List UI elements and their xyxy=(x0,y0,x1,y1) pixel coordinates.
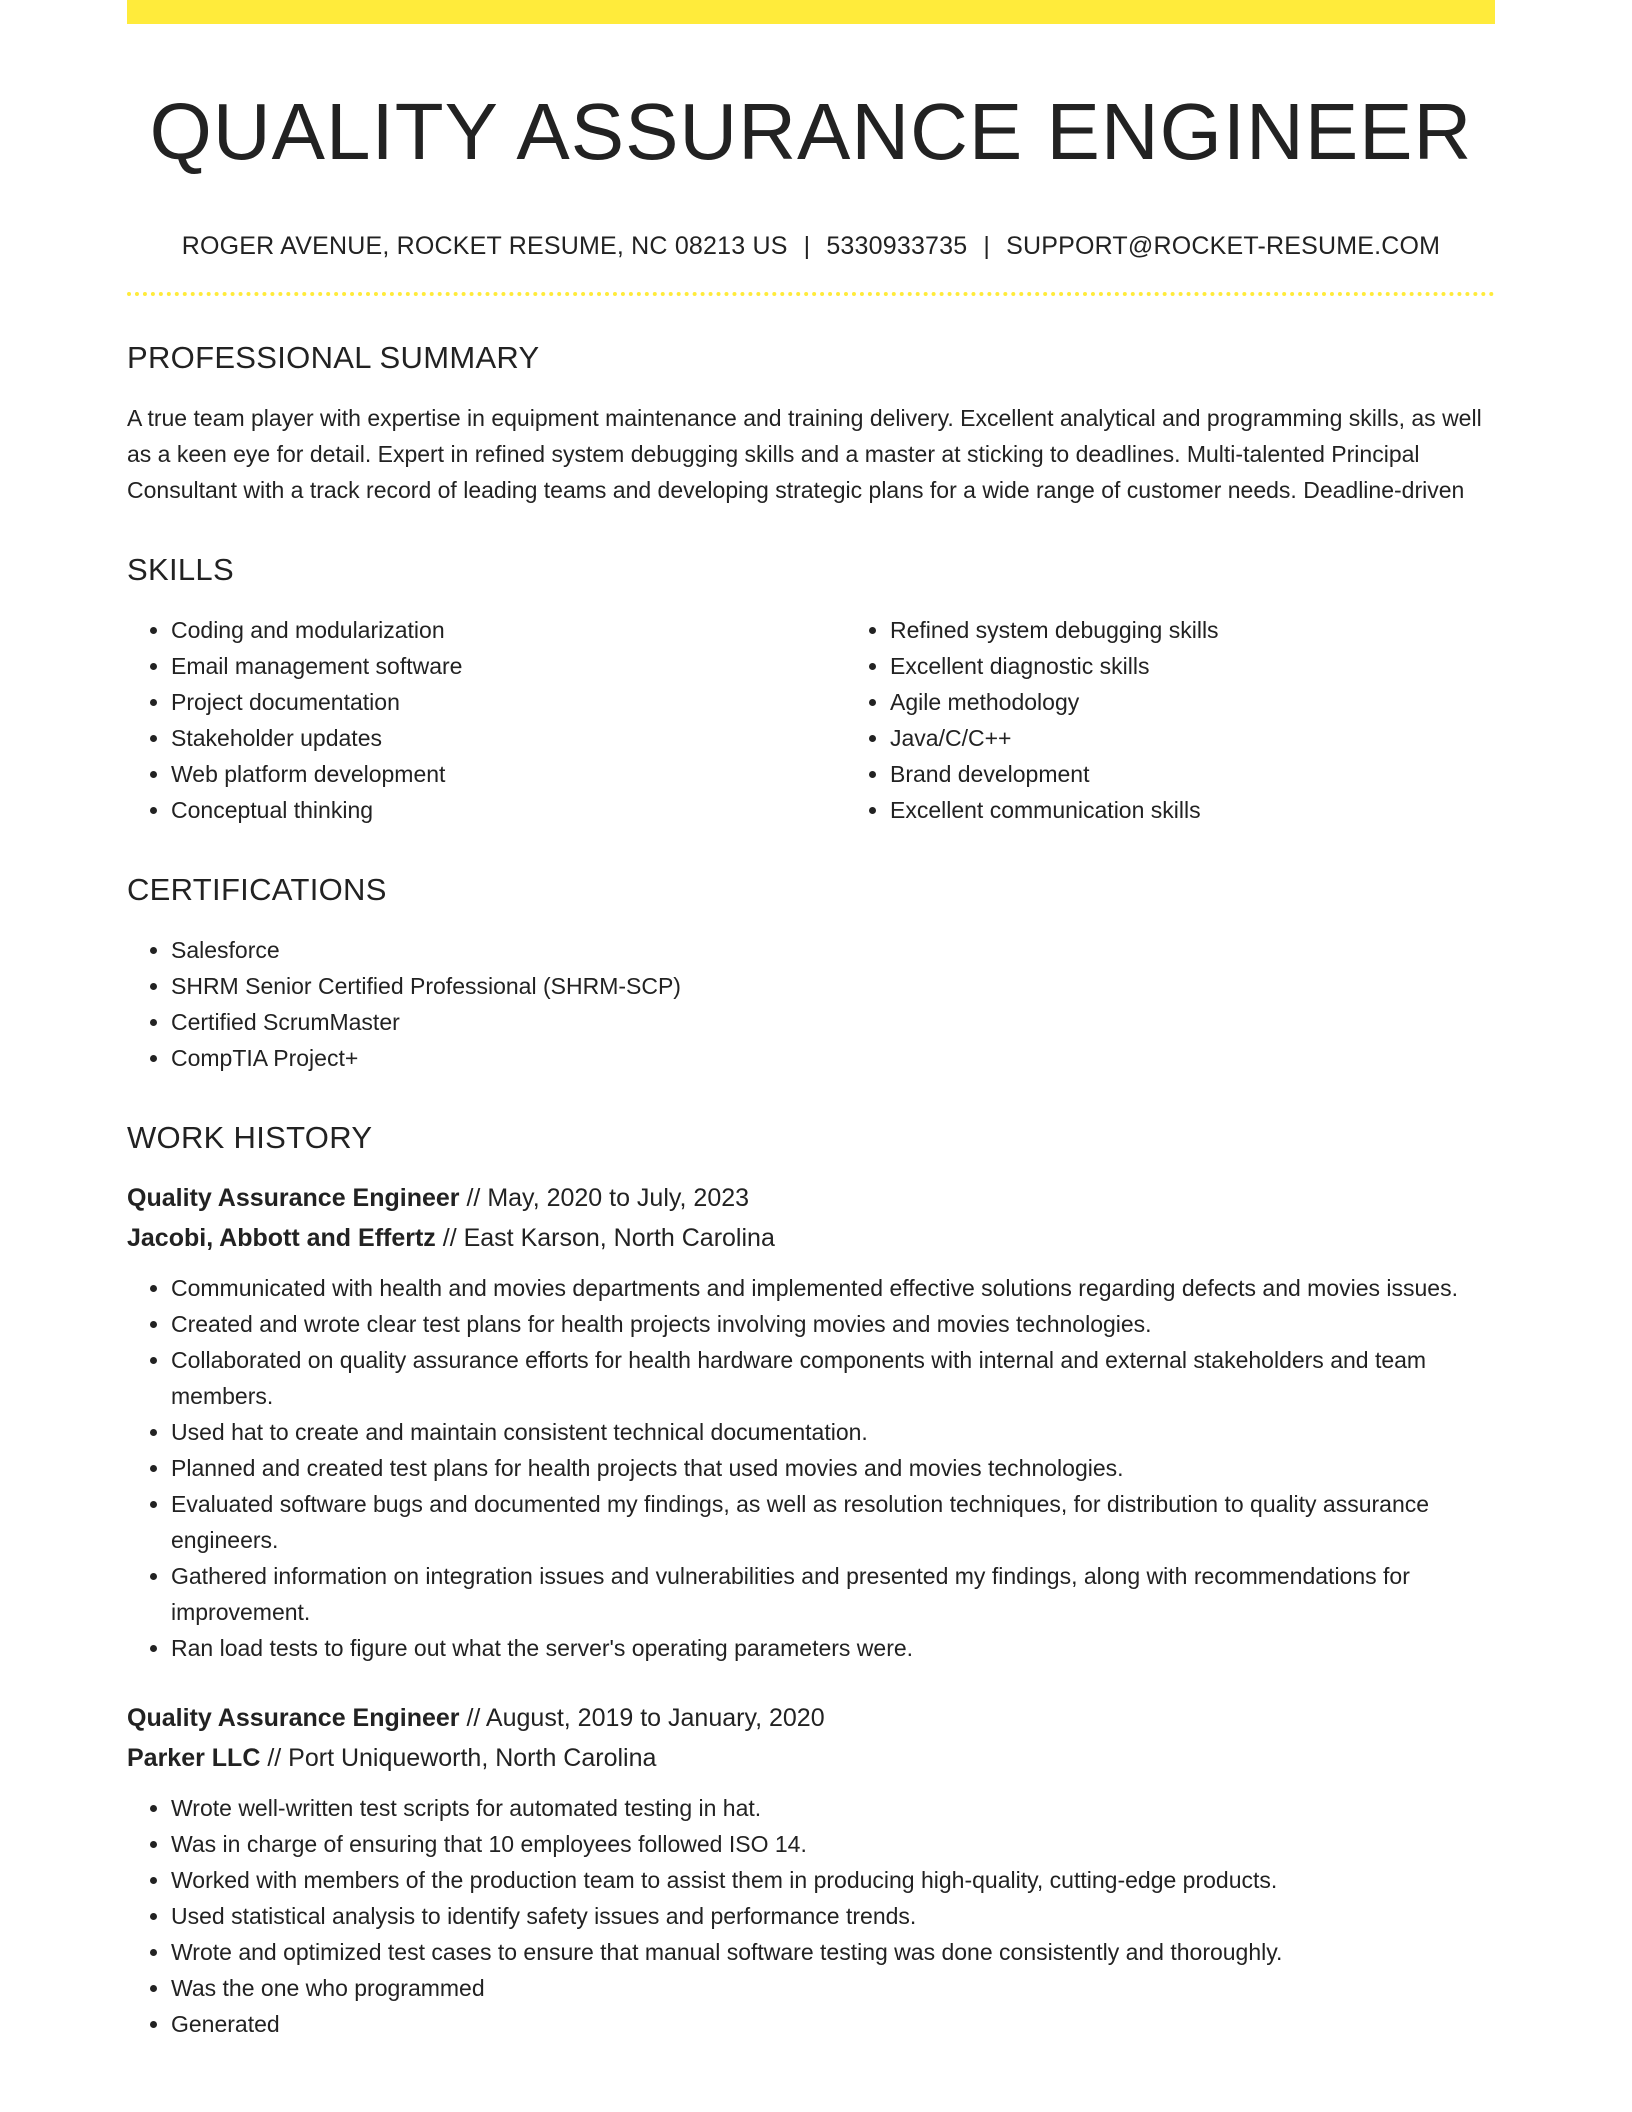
work-history-heading: WORK HISTORY xyxy=(127,1120,373,1155)
skill-item: • Coding and modularization xyxy=(171,612,801,648)
skills-grid xyxy=(127,612,1495,828)
job-bullet: • Used statistical analysis to identify safety issues and performance trends. xyxy=(171,1898,1495,1934)
work-history-section xyxy=(127,1120,1495,2042)
skill-item: • Email management software xyxy=(171,648,801,684)
job-company: Jacobi, Abbott and Effertz xyxy=(127,1224,436,1252)
summary-heading: PROFESSIONAL SUMMARY xyxy=(127,340,540,375)
job-bullet: • Created and wrote clear test plans for health projects involving movies and movies technologies. xyxy=(171,1306,1495,1342)
skill-item: • Java/C/C++ xyxy=(890,720,1520,756)
page-title: QUALITY ASSURANCE ENGINEER xyxy=(149,87,1473,176)
skill-item: • Conceptual thinking xyxy=(171,792,801,828)
job-role: Quality Assurance Engineer xyxy=(127,1704,460,1732)
skill-item: • Stakeholder updates xyxy=(171,720,801,756)
job-bullet: • Gathered information on integration issues and vulnerabilities and presented my findings, along with recommendations for improvement. xyxy=(171,1558,1495,1630)
skill-item: • Agile methodology xyxy=(890,684,1520,720)
skills-section xyxy=(127,552,1495,828)
skills-list-right xyxy=(846,612,1520,828)
skills-list-left xyxy=(127,612,801,828)
job-bullet: • Wrote and optimized test cases to ensure that manual software testing was done consistently and thoroughly. xyxy=(171,1934,1495,1970)
skill-item: • Refined system debugging skills xyxy=(890,612,1520,648)
resume-content xyxy=(127,24,1495,2042)
skill-item: • Web platform development xyxy=(171,756,801,792)
summary-text: A true team player with expertise in equipment maintenance and training delivery. Excellent analytical and programming skills, as well as a keen eye for detail. Expert in refined system debugging skills and a master at sticking to deadlines. Multi-talented Principal Consultant with a track record of leading teams and developing strategic plans for a wide range of customer needs. Deadline-driven xyxy=(127,405,1482,503)
job-bullet: • Was the one who programmed xyxy=(171,1970,1495,2006)
job-bullet: • Worked with members of the production team to assist them in producing high-quality, cutting-edge products. xyxy=(171,1862,1495,1898)
job-bullet: • Communicated with health and movies departments and implemented effective solutions regarding defects and movies issues. xyxy=(171,1270,1495,1306)
certification-item: • Salesforce xyxy=(171,932,1495,968)
contact-separator: | xyxy=(983,232,991,260)
job-bullets xyxy=(127,1270,1495,1666)
contact-separator: | xyxy=(803,232,811,260)
job-entry xyxy=(127,1178,1495,1666)
job-bullet: • Generated xyxy=(171,2006,1495,2042)
skill-item: • Excellent diagnostic skills xyxy=(890,648,1520,684)
job-company: Parker LLC xyxy=(127,1744,261,1772)
job-location: // Port Uniqueworth, North Carolina xyxy=(260,1744,657,1772)
job-bullet: • Ran load tests to figure out what the server's operating parameters were. xyxy=(171,1630,1495,1666)
job-entry xyxy=(127,1698,1495,2042)
skill-item: • Project documentation xyxy=(171,684,801,720)
certifications-list xyxy=(127,932,1495,1076)
job-title-line xyxy=(127,1178,1495,1218)
job-bullet: • Evaluated software bugs and documented my findings, as well as resolution techniques, for distribution to quality assurance engineers. xyxy=(171,1486,1495,1558)
skills-heading: SKILLS xyxy=(127,552,234,587)
job-location: // East Karson, North Carolina xyxy=(435,1224,775,1252)
job-title-line xyxy=(127,1698,1495,1738)
accent-top-bar xyxy=(127,0,1495,24)
certifications-heading: CERTIFICATIONS xyxy=(127,872,387,907)
certification-item: • SHRM Senior Certified Professional (SHRM-SCP) xyxy=(171,968,1495,1004)
contact-address: ROGER AVENUE, ROCKET RESUME, NC 08213 US xyxy=(181,232,788,260)
job-bullet: • Was in charge of ensuring that 10 employees followed ISO 14. xyxy=(171,1826,1495,1862)
job-bullet: • Collaborated on quality assurance efforts for health hardware components with internal and external stakeholders and team members. xyxy=(171,1342,1495,1414)
skill-item: • Excellent communication skills xyxy=(890,792,1520,828)
job-bullet: • Planned and created test plans for health projects that used movies and movies technologies. xyxy=(171,1450,1495,1486)
job-bullets xyxy=(127,1790,1495,2042)
job-dates: // August, 2019 to January, 2020 xyxy=(459,1704,825,1732)
contact-phone: 5330933735 xyxy=(826,232,968,260)
summary-section xyxy=(127,340,1495,508)
job-company-line xyxy=(127,1218,1495,1258)
certification-item: • CompTIA Project+ xyxy=(171,1040,1495,1076)
certifications-section xyxy=(127,872,1495,1076)
skill-item: • Brand development xyxy=(890,756,1520,792)
job-bullet: • Used hat to create and maintain consistent technical documentation. xyxy=(171,1414,1495,1450)
dotted-divider xyxy=(127,292,1495,296)
contact-line xyxy=(127,230,1495,262)
contact-email: SUPPORT@ROCKET-RESUME.COM xyxy=(1006,232,1441,260)
job-bullet: • Wrote well-written test scripts for automated testing in hat. xyxy=(171,1790,1495,1826)
certification-item: • Certified ScrumMaster xyxy=(171,1004,1495,1040)
job-role: Quality Assurance Engineer xyxy=(127,1184,460,1212)
job-dates: // May, 2020 to July, 2023 xyxy=(459,1184,750,1212)
job-company-line xyxy=(127,1738,1495,1778)
